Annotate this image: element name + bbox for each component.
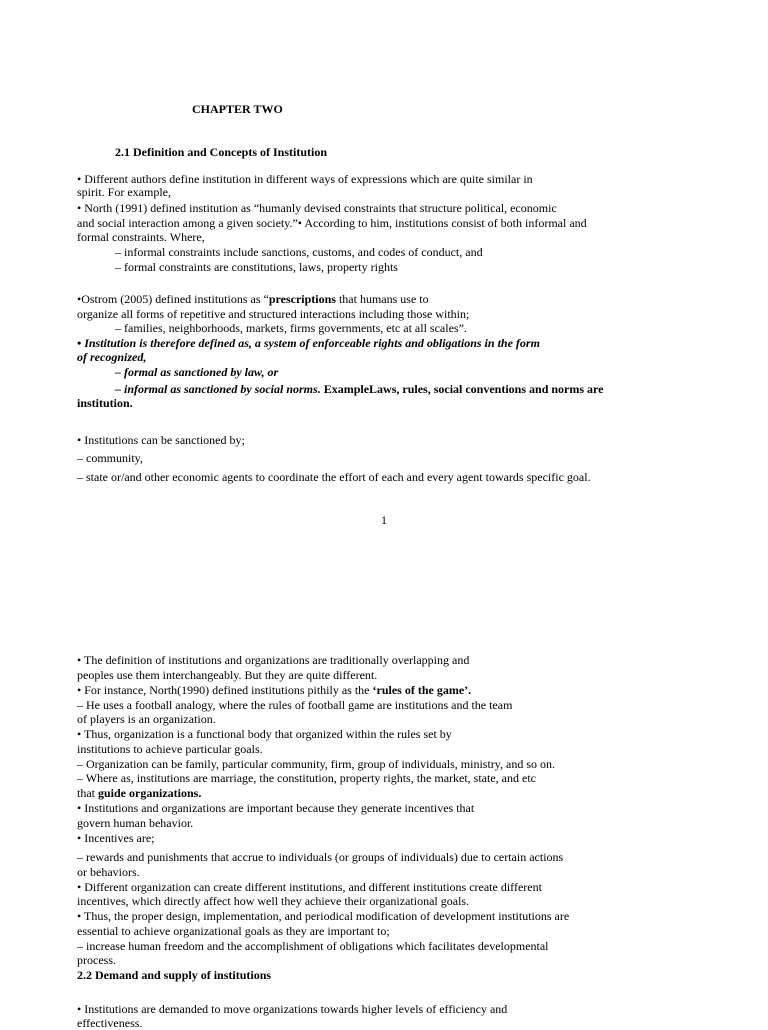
paragraph-line: – rewards and punishments that accrue to individuals (or groups of individuals) due to certain actions [77,850,564,864]
paragraph-line: or behaviors. [77,865,140,879]
definition-line: • Institution is therefore defined as, a system of enforceable rights and obligations in the form [77,336,540,350]
paragraph-line: organize all forms of repetitive and structured interactions including those within; [77,307,470,321]
north-line [77,683,653,697]
paragraph-line: • Thus, organization is a functional body that organized within the rules set by [77,727,452,741]
example-text: ExampleLaws, rules, social conventions and norms are [320,382,604,396]
paragraph-line: • Institutions and organizations are important because they generate incentives that [77,801,475,815]
paragraph-line: institutions to achieve particular goals. [77,742,263,756]
ostrom-text-end: that humans use to [335,292,429,306]
definition-item: – formal as sanctioned by law, or [115,365,279,379]
definition-line: institution. [77,396,133,410]
paragraph-line: • Institutions can be sanctioned by; [77,433,245,447]
paragraph-line: • Institutions are demanded to move organizations towards higher levels of efficiency and [77,1002,508,1016]
paragraph-line: – Where as, institutions are marriage, the constitution, property rights, the market, state, and etc [77,771,536,785]
paragraph-line: – Organization can be family, particular community, firm, group of individuals, ministry, and so on. [77,757,556,771]
list-item: – formal constraints are constitutions, laws, property rights [115,260,398,274]
paragraph-line: and social interaction among a given society.”• According to him, institutions consist of both informal and [77,216,587,230]
paragraph-line: formal constraints. Where, [77,230,205,244]
page-number: 1 [381,513,387,527]
paragraph-line: • The definition of institutions and organizations are traditionally overlapping and [77,653,470,667]
paragraph-line: incentives, which directly affect how well they achieve their organizational goals. [77,894,470,908]
chapter-heading: CHAPTER TWO [192,102,283,116]
paragraph-line: peoples use them interchangeably. But they are quite different. [77,668,378,682]
list-item: – state or/and other economic agents to coordinate the effort of each and every agent towards specific goal. [77,470,591,484]
paragraph-line: of players is an organization. [77,712,216,726]
list-item: – families, neighborhoods, markets, firms governments, etc at all scales”. [115,321,467,335]
paragraph-line: • Thus, the proper design, implementation, and periodical modification of development institutions are [77,909,570,923]
north-text: • For instance, North(1990) defined institutions pithily as the [77,683,373,697]
paragraph-line: – He uses a football analogy, where the rules of football game are institutions and the team [77,698,513,712]
section-heading-2-2: 2.2 Demand and supply of institutions [77,968,272,982]
list-item: – community, [77,451,143,465]
paragraph-line: • Incentives are; [77,831,155,845]
paragraph-line: • North (1991) defined institution as “humanly devised constraints that structure political, economic [77,201,557,215]
ostrom-text: •Ostrom (2005) defined institutions as “ [77,292,269,306]
guide-line [77,786,653,800]
guide-text: that [77,786,98,800]
paragraph-line: essential to achieve organizational goals as they are important to; [77,924,390,938]
definition-item [115,382,635,396]
section-heading-2-1: 2.1 Definition and Concepts of Institution [115,145,328,159]
list-item: – informal constraints include sanctions, customs, and codes of conduct, and [115,245,483,259]
prescriptions-term: prescriptions [268,292,336,306]
ostrom-line [77,292,653,306]
rules-of-game-term: ‘rules of the game’. [372,683,472,697]
guide-organizations-term: guide organizations. [98,786,202,800]
paragraph-line: – increase human freedom and the accomplishment of obligations which facilitates developmental [77,939,549,953]
paragraph-line: • Different authors define institution in different ways of expressions which are quite similar in [77,172,533,186]
definition-line: of recognized, [77,350,147,364]
informal-item: – informal as sanctioned by social norms. [115,382,321,396]
paragraph-line: process. [77,953,116,967]
paragraph-line: govern human behavior. [77,816,194,830]
paragraph-line: • Different organization can create different institutions, and different institutions create different [77,880,542,894]
paragraph-line: effectiveness. [77,1016,143,1030]
paragraph-line: spirit. For example, [77,185,171,199]
